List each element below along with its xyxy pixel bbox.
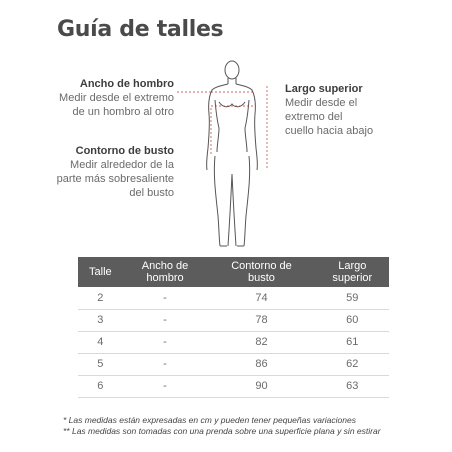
- annotation-line: del busto: [129, 187, 174, 199]
- footnote: ** Las medidas son tomadas con una prenda sobre una superficie plana y sin estirar: [63, 426, 381, 436]
- column-header-shoulder: Ancho de hombro: [141, 260, 189, 284]
- annotation-line: cuello hacia abajo: [285, 125, 374, 137]
- cell-length: 60: [316, 309, 389, 331]
- cell-size: 5: [78, 353, 123, 375]
- annotation-line: extremo del: [285, 111, 343, 123]
- cell-shoulder: -: [123, 375, 208, 397]
- column-header-length: Largo superior: [332, 260, 373, 284]
- table-row: [78, 331, 389, 353]
- table-row: [78, 287, 389, 309]
- cell-bust: 74: [207, 287, 315, 309]
- table-header-row: [78, 257, 389, 287]
- cell-length: 62: [316, 353, 389, 375]
- table-row: [78, 375, 389, 397]
- cell-shoulder: -: [123, 331, 208, 353]
- annotation-heading: Ancho de hombro: [79, 78, 174, 90]
- annotation-bust: [34, 144, 174, 200]
- annotation-line: de un hombro al otro: [72, 106, 174, 118]
- cell-size: 4: [78, 331, 123, 353]
- cell-shoulder: -: [123, 309, 208, 331]
- cell-size: 2: [78, 287, 123, 309]
- cell-length: 63: [316, 375, 389, 397]
- cell-bust: 90: [207, 375, 315, 397]
- annotation-line: Medir desde el: [285, 97, 358, 109]
- footnote: * Las medidas están expresadas en cm y pueden tener pequeñas variaciones: [63, 415, 356, 425]
- annotation-line: Medir alrededor de la: [70, 159, 174, 171]
- cell-bust: 86: [207, 353, 315, 375]
- page-title: Guía de talles: [57, 17, 224, 42]
- footnotes: [63, 415, 381, 437]
- cell-shoulder: -: [123, 353, 208, 375]
- cell-size: 3: [78, 309, 123, 331]
- cell-length: 61: [316, 331, 389, 353]
- cell-shoulder: -: [123, 287, 208, 309]
- size-table: [78, 257, 389, 398]
- column-header-bust: Contorno de busto: [231, 260, 292, 284]
- column-header-size: Talle: [89, 266, 112, 278]
- table-row: [78, 353, 389, 375]
- cell-bust: 78: [207, 309, 315, 331]
- cell-length: 59: [316, 287, 389, 309]
- table-row: [78, 309, 389, 331]
- annotation-top-length: [285, 82, 415, 138]
- body-silhouette-illustration: [175, 56, 285, 252]
- cell-size: 6: [78, 375, 123, 397]
- annotation-shoulder-width: [34, 77, 174, 119]
- annotation-line: parte más sobresaliente: [56, 173, 174, 185]
- cell-bust: 82: [207, 331, 315, 353]
- annotation-line: Medir desde el extremo: [59, 92, 174, 104]
- annotation-heading: Contorno de busto: [75, 145, 174, 157]
- annotation-heading: Largo superior: [285, 83, 363, 95]
